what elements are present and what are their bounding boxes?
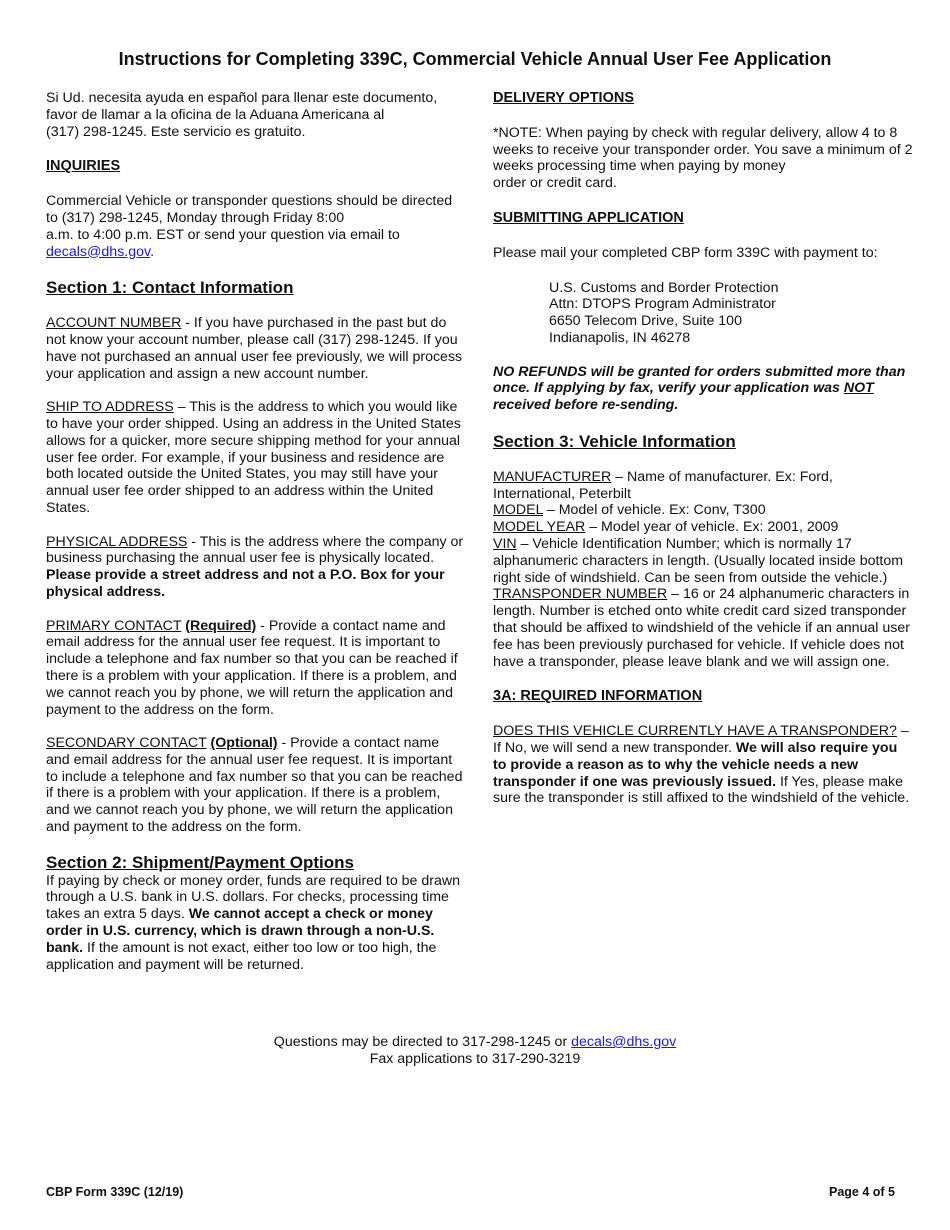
section1-heading: Section 1: Contact Information	[46, 278, 294, 298]
submitting-intro: Please mail your completed CBP form 339C with payment to:	[493, 244, 878, 261]
primary-contact-label: PRIMARY CONTACT	[46, 617, 182, 634]
physical-address-label: PHYSICAL ADDRESS	[46, 533, 188, 550]
physical-address-paragraph	[46, 534, 466, 601]
transponder-question-label: DOES THIS VEHICLE CURRENTLY HAVE A TRANSPONDER?	[493, 723, 897, 740]
model-label: MODEL	[493, 502, 543, 519]
payment-bold: We cannot accept a check or money order in U.S. currency, which is drawn through a non-U.S. bank.	[46, 906, 435, 956]
transponder-number-entry	[493, 586, 913, 670]
footer-fax-line: Fax applications to 317-290-3219	[369, 1050, 581, 1067]
primary-contact-text: - Provide a contact name and email address for the annual user fee request. It is important to include a telephone and fax number so that you can be reached if there is a problem with your application. If there is a problem, and we cannot reach you by phone, we will return the application and payment to the address on the form.	[46, 617, 458, 718]
address-line-4: Indianapolis, IN 46278	[549, 329, 691, 346]
submitting-heading: SUBMITTING APPLICATION	[493, 209, 684, 226]
right-column	[493, 90, 913, 807]
vin-label: VIN	[493, 535, 517, 552]
transponder-question-text-2: If Yes, please make sure the transponder is still affixed to the windshield of the vehicle.	[493, 773, 910, 807]
model-text: – Model of vehicle. Ex: Conv, T300	[542, 502, 766, 519]
page-title: Instructions for Completing 339C, Commercial Vehicle Annual User Fee Application	[118, 49, 832, 69]
inquiries-period: .	[150, 243, 155, 260]
delivery-note	[493, 125, 913, 192]
ship-to-paragraph	[46, 399, 466, 517]
inquiries-email-line	[46, 244, 466, 261]
mailing-address	[549, 280, 913, 347]
inquiries-line-2: to (317) 298-1245, Monday through Friday 8:00	[46, 209, 345, 226]
manufacturer-entry	[493, 469, 913, 503]
left-column	[46, 90, 466, 973]
primary-contact-paragraph	[46, 618, 466, 719]
delivery-note-text: *NOTE: When paying by check with regular delivery, allow 4 to 8 weeks to receive your transponder order. You save a minimum of 2 weeks processing time when paying by money	[493, 124, 913, 175]
section2-heading: Section 2: Shipment/Payment Options	[46, 852, 354, 872]
footer-email-link[interactable]: decals@dhs.gov	[571, 1034, 677, 1050]
footer-questions-text: Questions may be directed to 317-298-1245 or	[273, 1034, 572, 1050]
model-entry	[493, 502, 913, 519]
secondary-contact-text: - Provide a contact name and email address for the annual user fee request. It is important to include a telephone and fax number so that you can be reached if there is a problem with your application. If there is a problem, and we cannot reach you by phone, we will return the application and payment to the address on the form.	[46, 735, 463, 836]
payment-text-1: If paying by check or money order, funds are required to be drawn through a U.S. bank in U.S. dollars. For checks, processing time takes an extra 5 days.	[46, 872, 461, 923]
transponder-question-paragraph	[493, 723, 913, 807]
transponder-question-bold: We will also require you to provide a reason as to why the vehicle needs a new transponder if one was previously issued.	[493, 739, 898, 790]
vin-text: – Vehicle Identification Number; which is normally 17 alphanumeric characters in length. (Usually located inside bottom right side of windshield. Can be seen from outside the vehicle.)	[493, 535, 904, 586]
no-refunds-not: NOT	[843, 380, 874, 397]
section3-heading: Section 3: Vehicle Information	[493, 431, 736, 451]
delivery-heading: DELIVERY OPTIONS	[493, 90, 634, 106]
primary-contact-required: (Required)	[185, 617, 257, 634]
inquiries-line-3: a.m. to 4:00 p.m. EST or send your question via email to	[46, 226, 400, 243]
model-year-entry	[493, 519, 913, 536]
inquiries-line-1: Commercial Vehicle or transponder questions should be directed	[46, 193, 453, 210]
account-number-label: ACCOUNT NUMBER	[46, 315, 182, 332]
spanish-line-3: (317) 298-1245. Este servicio es gratuito.	[46, 123, 306, 140]
manufacturer-text: – Name of manufacturer. Ex: Ford, International, Peterbilt	[493, 468, 833, 502]
transponder-number-label: TRANSPONDER NUMBER	[493, 586, 668, 603]
form-identifier: CBP Form 339C (12/19)	[46, 1185, 184, 1199]
inquiries-email-link[interactable]: decals@dhs.gov	[46, 243, 151, 260]
transponder-question-text-1: – If No, we will send a new transponder.	[493, 723, 909, 756]
payment-text-2: If the amount is not exact, either too low or too high, the application and payment will be returned.	[46, 939, 437, 973]
physical-address-text: - This is the address where the company or business purchasing the annual user fee is physically located.	[46, 533, 464, 567]
model-year-label: MODEL YEAR	[493, 519, 586, 536]
inquiries-text	[46, 193, 466, 260]
no-refunds-text-b: received before re-sending.	[493, 397, 679, 414]
secondary-contact-label: SECONDARY CONTACT	[46, 735, 207, 752]
spanish-line-2: favor de llamar a la oficina de la Aduana Americana al	[46, 106, 385, 123]
secondary-contact-paragraph	[46, 735, 466, 836]
account-number-text: - If you have purchased in the past but do not know your account number, please call (317) 298-1245. If you have not purchased an annual user fee previously, we will process your application and assign a new account number.	[46, 315, 463, 382]
vehicle-fields	[493, 469, 913, 671]
footer-contact	[0, 1034, 950, 1068]
delivery-note-line-2: order or credit card.	[493, 175, 617, 192]
physical-address-bold: Please provide a street address and not a P.O. Box for your physical address.	[46, 567, 445, 600]
page-number: Page 4 of 5	[829, 1185, 895, 1199]
address-line-1: U.S. Customs and Border Protection	[549, 279, 779, 296]
transponder-number-text: – 16 or 24 alphanumeric characters in length. Number is etched onto white credit card sized transponder that should be affixed to windshield of the vehicle if an annual user fee has been previously purchased for vehicle. If vehicle does not have a transponder, please leave blank and we will assign one.	[493, 586, 910, 670]
secondary-contact-optional: (Optional)	[210, 735, 278, 752]
manufacturer-label: MANUFACTURER	[493, 468, 612, 485]
spanish-notice	[46, 90, 466, 140]
vin-entry	[493, 536, 913, 586]
spanish-line-1: Si Ud. necesita ayuda en español para llenar este documento,	[46, 90, 438, 106]
inquiries-heading: INQUIRIES	[46, 158, 121, 175]
ship-to-text: – This is the address to which you would like to have your order shipped. Using an address in the United States allows for a quicker, more secure shipping method for your annual user fee order. For example, if your business and residence are both located outside the United States, you may still have your annual user fee order shipped to an address within the United States.	[46, 399, 461, 516]
account-number-paragraph	[46, 315, 466, 382]
no-refunds-text-a: NO REFUNDS will be granted for orders submitted more than once. If applying by fax, verify your application was	[493, 363, 906, 397]
ship-to-label: SHIP TO ADDRESS	[46, 399, 174, 416]
no-refunds-notice	[493, 364, 913, 414]
payment-paragraph	[46, 873, 466, 974]
model-year-text: – Model year of vehicle. Ex: 2001, 2009	[585, 519, 839, 536]
footer-questions-line	[0, 1034, 950, 1051]
address-line-2: Attn: DTOPS Program Administrator	[549, 296, 776, 313]
address-line-3: 6650 Telecom Drive, Suite 100	[549, 313, 742, 330]
required-info-heading: 3A: REQUIRED INFORMATION	[493, 688, 703, 705]
